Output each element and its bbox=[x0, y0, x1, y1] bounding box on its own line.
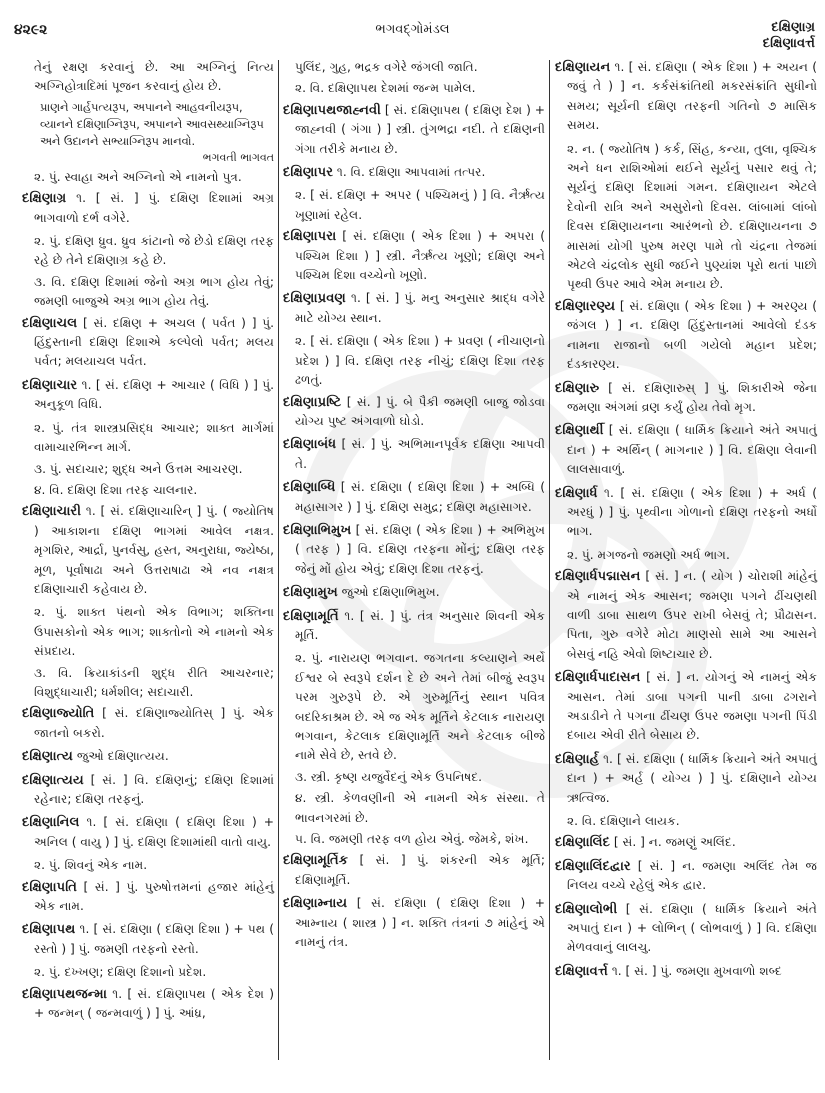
entry-definition: ૧. [ સં. દક્ષિણા ( ધાર્મિક ક્રિયાને અંતે અપાતું દાન ) + અર્હ ( યોગ્ય ) ] પું. દક્ષિણાને યોગ્ય ઋત્વિજ. bbox=[567, 751, 817, 805]
sense-definition: ૨. પું. દક્ષિણ ધ્રુવ. ધ્રુવ કાંટાનો જે છેડો દક્ષિણ તરફ રહે છે તેને દક્ષિણાગ્ર કહે છે. bbox=[34, 234, 274, 268]
entry-headword: દક્ષિણાર્ધ bbox=[555, 485, 598, 501]
entry-definition: [ સં. દક્ષિણાપથ ( દક્ષિણ દેશ ) + જાહ્નવી ( ગંગા ) ] સ્ત્રી. તુંગભદ્રા નદી. તે દક્ષિણની ગંગા તરીકે મનાય છે. bbox=[295, 102, 545, 156]
entry-definition: [ સં. દક્ષિણા ( દક્ષિણ દિશા ) + આમ્નાય ( શાસ્ત્ર ) ] ન. શક્તિ તંત્રનાં ૭ માંહેનું એ નામનું તંત્ર. bbox=[295, 896, 545, 950]
entry-headword: દક્ષિણાર્ધપદ્માસન bbox=[555, 569, 641, 585]
dictionary-entry bbox=[283, 607, 545, 646]
sense-definition: ૨. પું. દખ્ખણ; દક્ષિણ દિશાનો પ્રદેશ. bbox=[34, 965, 207, 980]
page-number: ૪૨૯૨ bbox=[14, 22, 48, 38]
dictionary-entry bbox=[283, 478, 545, 517]
entry-headword: દક્ષિણાપથજન્મા bbox=[22, 986, 107, 1002]
column-left bbox=[22, 58, 274, 1088]
entry-definition: [ સં. દક્ષિણા ( દક્ષિણ દિશા ) + અબ્ધિ ( મહાસાગર ) ] પું. દક્ષિણ સમુદ્ર; દક્ષિણ મહાસાગર. bbox=[295, 480, 545, 514]
dictionary-entry bbox=[555, 668, 817, 746]
entry-definition: [ સં. ] ન. જમણા અલિંદ તેમ જ નિલય વચ્ચે રહેલું એક દ્વાર. bbox=[567, 858, 817, 893]
dictionary-entry bbox=[555, 962, 817, 981]
entry-headword: દક્ષિણાલોભી bbox=[555, 901, 618, 917]
dictionary-entry bbox=[283, 894, 545, 952]
sense-definition: ૨. પું. શિવનું એક નામ. bbox=[34, 858, 148, 873]
sense-definition: ૩. પું. સદાચાર; શુદ્ધ અને ઉત્તમ આચરણ. bbox=[34, 461, 243, 476]
entry-definition: ૧. [ સં. દક્ષિણાપથ ( એક દેશ ) + જન્મન્ ( જન્મવાળું ) ] પું. આંધ્ર, bbox=[34, 986, 274, 1021]
entry-headword: દક્ષિણામૂર્તિક bbox=[283, 853, 349, 869]
dictionary-entry bbox=[555, 58, 817, 136]
entry-definition: ૧. [ સં. ] પું. દક્ષિણ દિશામાં અગ્ર ભાગવાળો દર્ભ વગેરે. bbox=[34, 191, 274, 225]
dictionary-entry bbox=[555, 857, 817, 896]
entry-headword: દક્ષિણાપર bbox=[283, 165, 334, 181]
entry-definition: [ સં. ] વિ. દક્ષિણનું; દક્ષિણ દિશામાં રહેનાર; દક્ષિણ તરફનું. bbox=[34, 772, 274, 806]
book-title: ભગવદ્ગોમંડલ bbox=[375, 22, 450, 37]
dictionary-entry bbox=[555, 297, 817, 375]
dictionary-columns bbox=[0, 58, 825, 1088]
entry-headword: દક્ષિણાત્યય bbox=[22, 772, 84, 788]
dictionary-entry bbox=[22, 771, 274, 810]
dictionary-entry bbox=[555, 421, 817, 479]
entry-definition: ૧. [ સં. દક્ષિણા ( એક દિશા ) + અર્ધ ( અરધું ) ] પું. પૃથ્વીના ગોળાનો દક્ષિણ તરફનો અર્ધો ભાગ. bbox=[567, 485, 817, 539]
guide-words bbox=[763, 20, 815, 52]
entry-headword: દક્ષિણાપ્રવણ bbox=[283, 291, 346, 307]
entry-headword: દક્ષિણાર્હ bbox=[555, 751, 600, 767]
entry-definition: જુઓ દક્ષિણાભિમુખ. bbox=[337, 585, 440, 600]
entry-headword: દક્ષિણામૂર્તિ bbox=[283, 608, 339, 624]
entry-headword: દક્ષિણાભિમુખ bbox=[283, 522, 352, 538]
dictionary-entry bbox=[283, 583, 545, 602]
entry-definition: ૧. [ સં. દક્ષિણા ( એક દિશા ) + અયન ( જવું તે ) ] ન. કર્કસંક્રાંતિથી મકરસંક્રાંતિ સુધીનો સમય; સૂર્યની દક્ષિણ તરફની ગતિનો ૭ માસિક સમય. bbox=[567, 60, 817, 133]
entry-definition: ૧. [ સં. દક્ષિણાચારિન્ ] પું. ( જ્યોતિષ ) આકાશના દક્ષિણ ભાગમાં આવેલ નક્ષત્ર. મૃગશિર, આર્દ્રા, પુનર્વસુ, હસ્ત, અનુરાધા, જ્યેષ્ઠા, મૂળ, પૂર્વાષાઢા અને ઉત્તરાષાઢા એ નવ નક્ષત્ર દક્ષિણાચારી કહેવાય છે. bbox=[34, 504, 274, 596]
dictionary-entry bbox=[555, 379, 817, 418]
sense-definition: ૩. વિ. દક્ષિણ દિશામાં જેનો અગ્ર ભાગ હોય તેવું; જમણી બાજુએ અગ્ર ભાગ હોય તેવું. bbox=[34, 274, 274, 309]
sense-definition: ૨. પું. નારાયણ ભગવાન. જગતના કલ્યાણને અર્થે ઈશ્વર બે સ્વરૂપે દર્શન દે છે અને તેમાં બીજું સ્વરૂપ પરમ ગુરુરૂપે છે. એ ગુરુમૂર્તિનું સ્થાન પવિત્ર બદરિકાશ્રમ છે. એ જ એક મૂર્તિને કેટલાક નારાયણ ભગવાન, કેટલાક દક્ષિણામૂર્તિ અને કેટલાક બીજે નામે સેવે છે, સ્તવે છે. bbox=[295, 651, 545, 763]
entry-headword: દક્ષિણાબંધ bbox=[283, 437, 337, 453]
entry-definition: [ સં. દક્ષિણા ( ધાર્મિક ક્રિયાને અંતે અપાતું દાન ) + લોભિન્ ( લોભવાળું ) ] વિ. દક્ષિણા મેળવવાનું લાલચુ. bbox=[567, 901, 817, 955]
entry-definition: ૧. વિ. દક્ષિણા આપવામાં તત્પર. bbox=[333, 165, 486, 180]
sense-definition: ૪. સ્ત્રી. કેળવણીની એ નામની એક સંસ્થા. તે ભાવનગરમાં છે. bbox=[295, 791, 545, 825]
citation-quote: પ્રાણને ગાર્હપત્યરૂપ, અપાનને આહવનીયરૂપ, વ્યાનને દક્ષિણાગ્નિરૂપ, અપાનને આવસથ્યાગ્નિરૂપ અને ઉદાનને સભ્યાગ્નિરૂપ માનવો. bbox=[40, 100, 264, 148]
dictionary-entry bbox=[22, 747, 274, 766]
sense-definition: ૨. પું. તંત્ર શાસ્ત્રપ્રસિદ્ધ આચાર; શાક્ત માર્ગમાં વામાચારભિન્ન માર્ગ. bbox=[34, 420, 274, 455]
entry-definition: [ સં. ] ન. ( યોગ ) ચોરાશી માંહેનું એ નામનું એક આસન; જમણા પગને ઢીંચણથી વાળી ડાબા સાથળ ઉપર રાખી બેસવું તે; પ્રૌઢાસન. પિતા, ગુરુ વગેરે મોટા માણસો સામે આ આસને બેસવું નહિ એવો શિષ્ટાચાર છે. bbox=[567, 569, 817, 661]
entry-definition: ૧. [ સં. દક્ષિણા ( દક્ષિણ દિશા ) + અનિલ ( વાયુ ) ] પું. દક્ષિણ દિશામાંથી વાતો વાયુ. bbox=[34, 815, 274, 849]
column-middle bbox=[283, 58, 545, 1088]
continued-definition: પુલિંદ, ગુહ, ભદ્રક વગેરે જંગલી જાતિ. bbox=[295, 60, 478, 74]
entry-headword: દક્ષિણાચલ bbox=[22, 315, 78, 331]
dictionary-entry bbox=[22, 985, 274, 1024]
dictionary-entry bbox=[555, 567, 817, 664]
dictionary-entry bbox=[22, 502, 274, 599]
dictionary-entry bbox=[283, 393, 545, 432]
entry-definition: [ સં. ] ન. યોગનું એ નામનું એક આસન. તેમાં ડાબા પગની પાની ડાબા ઢગરાને અડાડીને તે પગના ઢીંચણ ઉપર જમણા પગની પિંડી દબાય એવી રીતે બેસાય છે. bbox=[567, 670, 817, 743]
entry-definition: [ સં. ] પું. શંકરની એક મૂર્તિ; દક્ષિણામૂર્તિ. bbox=[295, 853, 545, 887]
entry-headword: દક્ષિણાપરા bbox=[283, 229, 337, 245]
dictionary-entry bbox=[555, 900, 817, 958]
entry-definition: ૧. [ સં. ] પું. મનુ અનુસાર શ્રાદ્ધ વગેરે માટે યોગ્ય સ્થાન. bbox=[295, 291, 545, 325]
entry-definition: જુઓ દક્ષિણાત્યય. bbox=[72, 749, 169, 764]
sense-definition: ૨. [ સં. દક્ષિણા ( એક દિશા ) + પ્રવણ ( નીચાણનો પ્રદેશ ) ] વિ. દક્ષિણ તરફ નીચું; દક્ષિણ દિશા તરફ ઢળતું. bbox=[295, 334, 545, 388]
sense-definition: ૨. વિ. દક્ષિણાપથ દેશમાં જન્મ પામેલ. bbox=[295, 81, 476, 96]
entry-headword: દક્ષિણાપથજાહ્નવી bbox=[283, 102, 381, 118]
entry-headword: દક્ષિણાવર્ત્ત bbox=[555, 963, 608, 979]
entry-headword: દક્ષિણાત્ય bbox=[22, 749, 73, 765]
entry-headword: દક્ષિણાચાર bbox=[22, 377, 78, 393]
sense-definition: ૩. સ્ત્રી. કૃષ્ણ યજુર્વેદનું એક ઉપનિષદ. bbox=[295, 769, 483, 784]
dictionary-entry bbox=[283, 521, 545, 579]
citation-source: ભગવતી ભાગવત bbox=[202, 150, 274, 164]
dictionary-entry bbox=[22, 813, 274, 852]
entry-headword: દક્ષિણાલિંદદ્વાર bbox=[555, 858, 631, 874]
entry-definition: [ સં. ] પું. પુરુષોત્તમનાં હજાર માંહેનું એક નામ. bbox=[34, 879, 274, 914]
entry-definition: ૧. [ સં. ] પું. જમણા મુખવાળો શબ્દ bbox=[607, 963, 782, 978]
entry-definition: ૧. [ સં. ] પું. તંત્ર અનુસાર શિવની એક મૂર્તિ. bbox=[295, 608, 545, 642]
dictionary-entry bbox=[555, 484, 817, 542]
sense-definition: ૨. [ સં. દક્ષિણ + અપર ( પશ્ચિમનું ) ] વિ. નૈર્ઋત્ય ખૂણામાં રહેલ. bbox=[295, 188, 545, 222]
dictionary-entry bbox=[283, 227, 545, 285]
guide-word-last: દક્ષિણાવર્ત્ત bbox=[762, 36, 815, 51]
dictionary-entry bbox=[22, 878, 274, 917]
entry-definition: [ સં. દક્ષિણારુસ્ ] પું. શિકારીએ જેના જમણા અંગમાં વ્રણ કર્યું હોય તેવો મૃગ. bbox=[567, 380, 817, 414]
dictionary-entry bbox=[283, 435, 545, 474]
sense-definition: ૨. ન. ( જ્યોતિષ ) કર્ક, સિંહ, કન્યા, તુલા, વૃશ્ચિક અને ધન રાશિઓમાં થઈને સૂર્યનું પસાર થવું તે; સૂર્યનું દક્ષિણ દિશામાં ગમન. દક્ષિણાયન એટલે દેવોની રાત્રિ અને અસુરોનો દિવસ. લાંબામાં લાંબો દિવસ દક્ષિણાયનના આરંભનો છે. દક્ષિણાયનના ૭ માસમાં યોગી પુરુષ મરણ પામે તો ચંદ્રના તેજમાં એટલે ચંદ્રલોક સુધી જઈને પુણ્યાંશ પૂરો થતાં પાછો પૃથ્વી ઉપર આવે એમ મનાય છે. bbox=[567, 141, 817, 292]
dictionary-entry bbox=[283, 101, 545, 159]
guide-word-first: દક્ષિણાગ્ર bbox=[771, 20, 815, 35]
entry-definition: [ સં. ] ન. જમણું અલિંદ. bbox=[609, 835, 736, 850]
dictionary-entry bbox=[22, 314, 274, 372]
dictionary-entry bbox=[22, 189, 274, 228]
entry-definition: [ સં. દક્ષિણ ( એક દિશા ) + અભિમુખ ( તરફ ) ] વિ. દક્ષિણ તરફના મોંનું; દક્ષિણ તરફ જેનું મોં હોય એવું; દક્ષિણ દિશા તરફનું. bbox=[295, 522, 545, 576]
dictionary-entry bbox=[22, 920, 274, 959]
entry-headword: દક્ષિણારણ્ય bbox=[555, 298, 616, 314]
entry-headword: દક્ષિણામ્નાય bbox=[283, 896, 348, 912]
dictionary-entry bbox=[555, 750, 817, 808]
sense-definition: ૨. પું. શાક્ત પંથનો એક વિભાગ; શક્તિના ઉપાસકોનો એક ભાગ; શાક્તોનો એ નામનો એક સંપ્રદાય. bbox=[34, 605, 274, 659]
entry-headword: દક્ષિણાબ્ધિ bbox=[283, 480, 336, 496]
entry-definition: [ સં. દક્ષિણ + અચલ ( પર્વત ) ] પું. હિંદુસ્તાની દક્ષિણ દિશાએ કલ્પેલો પર્વત; મલય પર્વત; મલયાચલ પર્વત. bbox=[34, 315, 274, 369]
continued-definition: તેનું રક્ષણ કરવાનું છે. આ અગ્નિનું નિત્ય અગ્નિહોત્રાદિમાં પૂજન કરવાનું હોય છે. bbox=[34, 60, 274, 94]
dictionary-entry bbox=[555, 833, 817, 852]
entry-headword: દક્ષિણાલિંદ bbox=[555, 835, 610, 851]
entry-headword: દક્ષિણાર્થી bbox=[555, 423, 604, 439]
entry-definition: [ સં. દક્ષિણા ( એક દિશા ) + અપરા ( પશ્ચિમ દિશા ) ] સ્ત્રી. નૈર્ઋત્ય ખૂણો; દક્ષિણ અને પશ્ચિમ દિશા વચ્ચેનો ખૂણો. bbox=[295, 229, 545, 283]
dictionary-entry bbox=[283, 163, 545, 182]
entry-definition: [ સં. ] પું. અભિમાનપૂર્વક દક્ષિણા આપવી તે. bbox=[295, 437, 545, 471]
entry-headword: દક્ષિણાચારી bbox=[22, 504, 82, 520]
entry-headword: દક્ષિણાયન bbox=[555, 60, 611, 75]
entry-headword: દક્ષિણાપથ bbox=[22, 922, 76, 938]
sense-definition: ૨. વિ. દક્ષિણાને લાયક. bbox=[567, 814, 680, 829]
entry-definition: ૧. [ સં. દક્ષિણા ( દક્ષિણ દિશા ) + પથ ( રસ્તો ) ] પું. જમણી તરફનો રસ્તો. bbox=[34, 922, 274, 956]
sense-definition: ૨. પું. મગજનો જમણો અર્ધ ભાગ. bbox=[567, 547, 730, 562]
sense-definition: ૫. વિ. જમણી તરફ વળ હોય એવું. જેમકે, શંખ. bbox=[295, 832, 529, 847]
entry-headword: દક્ષિણાર્ધપાદાસન bbox=[555, 670, 641, 686]
dictionary-entry bbox=[22, 376, 274, 415]
entry-definition: [ સં. દક્ષિણા ( એક દિશા ) + અરણ્ય ( જંગલ ) ] ન. દક્ષિણ હિંદુસ્તાનમાં આવેલો દંડક નામના રાજાનો બળી ગયેલો મહાન પ્રદેશ; દંડકારણ્ય. bbox=[567, 298, 817, 372]
entry-definition: ૧. [ સં. દક્ષિણ + આચાર ( વિધિ ) ] પું. અનુકૂળ વિધિ. bbox=[34, 377, 274, 412]
sense-definition: ૪. વિ. દક્ષિણ દિશા તરફ ચાલનાર. bbox=[34, 482, 198, 497]
entry-headword: દક્ષિણાજ્યોતિ bbox=[22, 706, 95, 722]
entry-definition: [ સં. દક્ષિણાજ્યોતિસ્ ] પું. એક જાતનો બકરો. bbox=[34, 706, 274, 740]
column-right bbox=[555, 58, 817, 1088]
page-header bbox=[0, 0, 825, 52]
dictionary-entry bbox=[283, 851, 545, 890]
entry-headword: દક્ષિણામુખ bbox=[283, 585, 338, 601]
dictionary-entry bbox=[22, 704, 274, 743]
entry-headword: દક્ષિણાપતિ bbox=[22, 879, 77, 895]
entry-headword: દક્ષિણાનિલ bbox=[22, 815, 80, 831]
entry-headword: દક્ષિણારુ bbox=[555, 380, 600, 396]
sense-definition: ૩. વિ. ક્રિયાકાંડની શુદ્ધ રીતિ આચરનાર; વિશુદ્ધાચારી; ધર્મશીલ; સદાચારી. bbox=[34, 665, 274, 699]
entry-headword: દક્ષિણાગ્ર bbox=[22, 191, 67, 207]
sense-definition: ૨. પું. સ્વાહા અને અગ્નિનો એ નામનો પુત્ર. bbox=[34, 169, 242, 184]
entry-headword: દક્ષિણાપ્રષ્ટિ bbox=[283, 394, 342, 410]
entry-definition: [ સં. ] પું. બે પૈકી જમણી બાજુ જોડવા યોગ્ય પુષ્ટ અંગવાળો ઘોડો. bbox=[295, 394, 545, 428]
dictionary-entry bbox=[283, 289, 545, 328]
entry-definition: [ સં. દક્ષિણા ( ધાર્મિક ક્રિયાને અંતે અપાતું દાન ) + અર્થિન્ ( માગનાર ) ] વિ. દક્ષિણા લેવાની લાલસાવાળું. bbox=[567, 423, 817, 477]
